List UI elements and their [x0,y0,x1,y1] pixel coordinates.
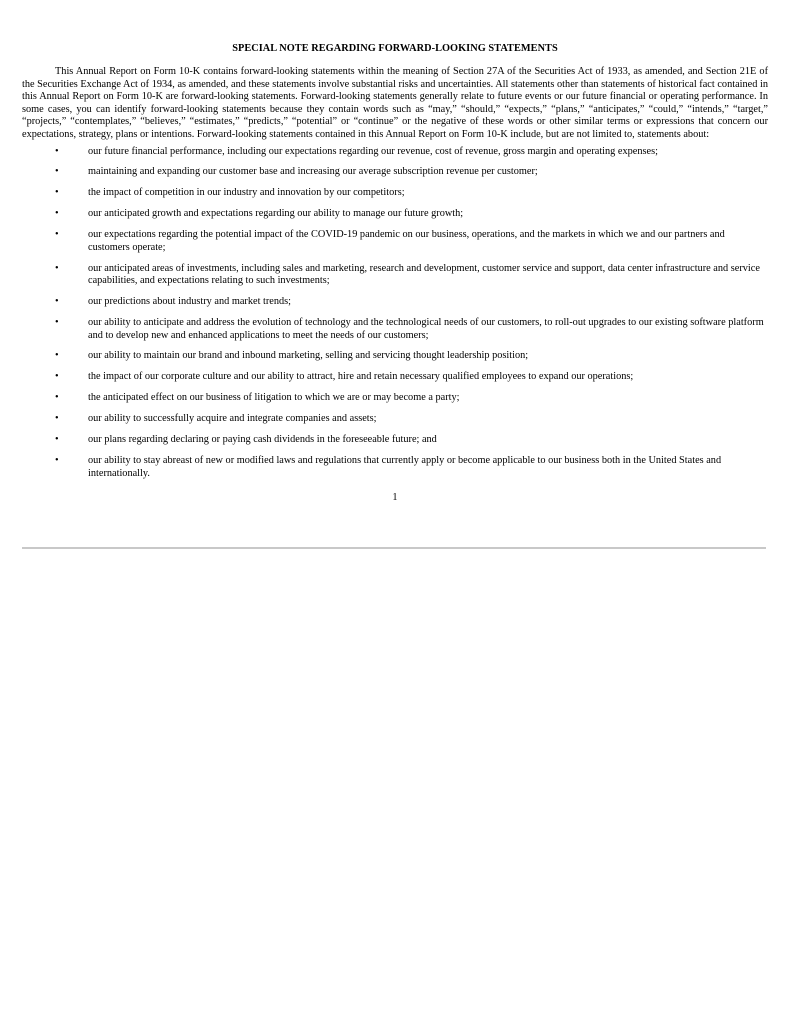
list-item [22,371,768,384]
list-item [22,166,768,179]
bullet-icon: • [55,392,59,404]
list-item-text: our future financial performance, including our expectations regarding our revenue, cost of revenue, gross margin and operating expenses; [88,145,658,157]
list-item-text: our ability to successfully acquire and integrate companies and assets; [88,413,377,425]
page-number: 1 [392,492,398,504]
list-item-text: our ability to anticipate and address the evolution of technology and the technological needs of our customers, to roll-out upgrades to our existing software platform and to develop new and enhanced applications to meet the needs of our customers; [88,316,764,341]
list-item-text: the impact of our corporate culture and our ability to attract, hire and retain necessary qualified employees to expand our operations; [88,371,634,383]
bullet-icon: • [55,145,59,157]
list-item-text: our anticipated areas of investments, including sales and marketing, research and development, customer service and support, data center infrastructure and service capabilities, and expectations relating to such investments; [88,262,760,287]
list-item-text: our plans regarding declaring or paying cash dividends in the foreseeable future; and [88,434,437,446]
bullet-icon: • [55,262,59,274]
list-item [22,434,768,447]
list-item [22,263,768,288]
bullet-icon: • [55,208,59,220]
bullet-icon: • [55,296,59,308]
list-item [22,208,768,221]
bullet-icon: • [55,434,59,446]
list-item-text: the anticipated effect on our business of litigation to which we are or may become a party; [88,392,460,404]
list-item [22,317,768,342]
bullet-icon: • [55,454,59,466]
list-item [22,350,768,363]
section-title: SPECIAL NOTE REGARDING FORWARD-LOOKING STATEMENTS [232,43,558,54]
list-item [22,146,768,159]
list-item [22,187,768,200]
list-item-text: our ability to maintain our brand and inbound marketing, selling and servicing thought leadership position; [88,350,529,362]
bullet-icon: • [55,187,59,199]
document-page [22,42,768,504]
bullet-icon: • [55,316,59,328]
list-item-text: maintaining and expanding our customer base and increasing our average subscription revenue per customer; [88,166,538,178]
list-item [22,455,768,480]
bullet-icon: • [55,413,59,425]
list-item-text: our expectations regarding the potential impact of the COVID-19 pandemic on our business, operations, and the markets in which we and our partners and customers operate; [88,229,725,253]
bullet-icon: • [55,166,59,178]
list-item-text: our anticipated growth and expectations regarding our ability to manage our future growth; [88,208,464,220]
list-item-text: our ability to stay abreast of new or modified laws and regulations that currently apply or become applicable to our business both in the United States and internationally. [88,454,722,479]
bullet-icon: • [55,229,59,241]
list-item [22,413,768,426]
intro-paragraph: This Annual Report on Form 10-K contains forward-looking statements within the meaning of Section 27A of the Securities Act of 1933, as amended, and Section 21E of the Securities Exchange Act of 1934, as amended, and these statements involve substantial risks and uncertainties. All statements other than statements of historical fact contained in this Annual Report on Form 10-K are forward-looking statements. Forward-looking statements generally relate to future events or our future financial or operating performance. In some cases, you can identify forward-looking statements because they contain words such as “may,” “should,” “expects,” “plans,” “anticipates,” “could,” “intends,” “target,” “projects,” “contemplates,” “believes,” “estimates,” “predicts,” “potential” or “continue” or the negative of these words or other similar terms or expressions that concern our expectations, strategy, plans or intentions. Forward-looking statements contained in this Annual Report on Form 10-K include, but are not limited to, statements about: [22,66,768,140]
page-divider [22,547,766,549]
forward-looking-list [22,146,768,481]
list-item [22,296,768,309]
list-item [22,229,768,254]
list-item-text: our predictions about industry and market trends; [88,296,292,308]
list-item [22,392,768,405]
list-item-text: the impact of competition in our industry and innovation by our competitors; [88,187,405,199]
bullet-icon: • [55,371,59,383]
bullet-icon: • [55,350,59,362]
